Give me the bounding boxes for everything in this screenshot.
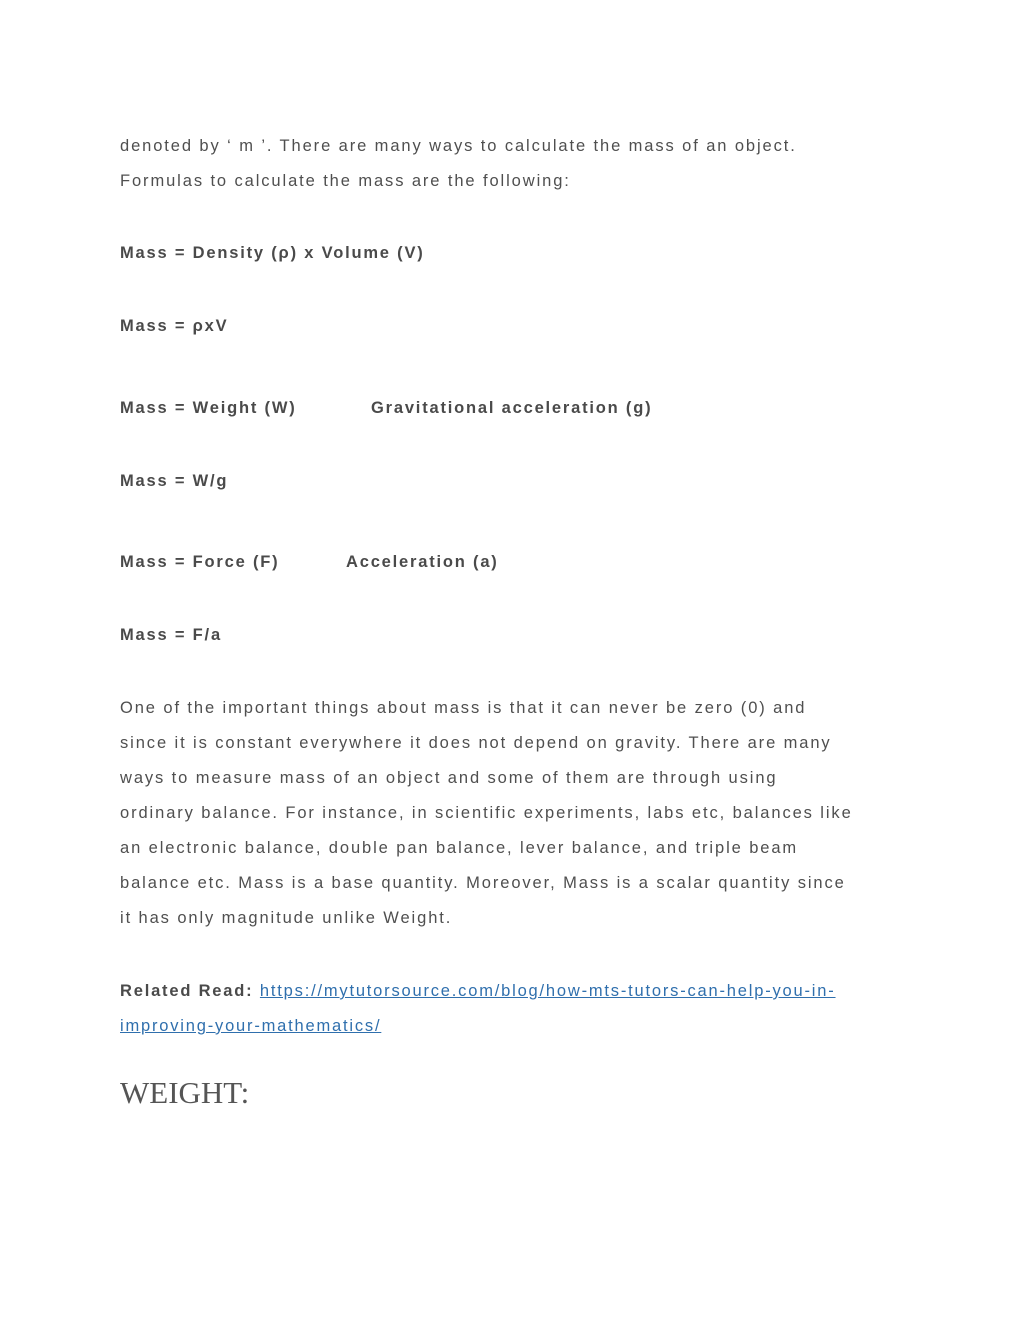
paragraph-line-5: an electronic balance, double pan balance, lever balance, and triple beam bbox=[120, 839, 799, 857]
formula-mass-density-volume: Mass = Density (ρ) x Volume (V) bbox=[120, 244, 425, 262]
paragraph-line-4: ordinary balance. For instance, in scientific experiments, labs etc, balances like bbox=[120, 804, 853, 822]
intro-line-2: Formulas to calculate the mass are the following: bbox=[120, 172, 571, 190]
paragraph-line-3: ways to measure mass of an object and some of them are through using bbox=[120, 769, 778, 787]
formula-gravitational-acceleration: Gravitational acceleration (g) bbox=[371, 399, 653, 417]
paragraph-line-1: One of the important things about mass is that it can never be zero (0) and bbox=[120, 699, 807, 717]
related-read-link-continued[interactable]: improving-your-mathematics/ bbox=[120, 1017, 382, 1035]
formula-mass-w-over-g: Mass = W/g bbox=[120, 472, 229, 490]
formula-mass-rho-v: Mass = ρxV bbox=[120, 317, 229, 335]
paragraph-line-7: it has only magnitude unlike Weight. bbox=[120, 909, 453, 927]
formula-mass-weight: Mass = Weight (W) bbox=[120, 399, 297, 417]
intro-line-1: denoted by ‘ m ’. There are many ways to calculate the mass of an object. bbox=[120, 137, 797, 155]
related-read-line-1 bbox=[120, 981, 836, 1001]
related-read-line-2 bbox=[120, 1016, 381, 1036]
formula-mass-force: Mass = Force (F) bbox=[120, 553, 280, 571]
formula-mass-f-over-a: Mass = F/a bbox=[120, 626, 222, 644]
related-read-link[interactable]: https://mytutorsource.com/blog/how-mts-tutors-can-help-you-in- bbox=[259, 982, 836, 1000]
related-read-label: Related Read: bbox=[120, 982, 254, 1000]
paragraph-line-6: balance etc. Mass is a base quantity. Moreover, Mass is a scalar quantity since bbox=[120, 874, 846, 892]
paragraph-line-2: since it is constant everywhere it does not depend on gravity. There are many bbox=[120, 734, 832, 752]
section-heading-weight: WEIGHT: bbox=[120, 1075, 250, 1110]
formula-acceleration: Acceleration (a) bbox=[346, 553, 499, 571]
